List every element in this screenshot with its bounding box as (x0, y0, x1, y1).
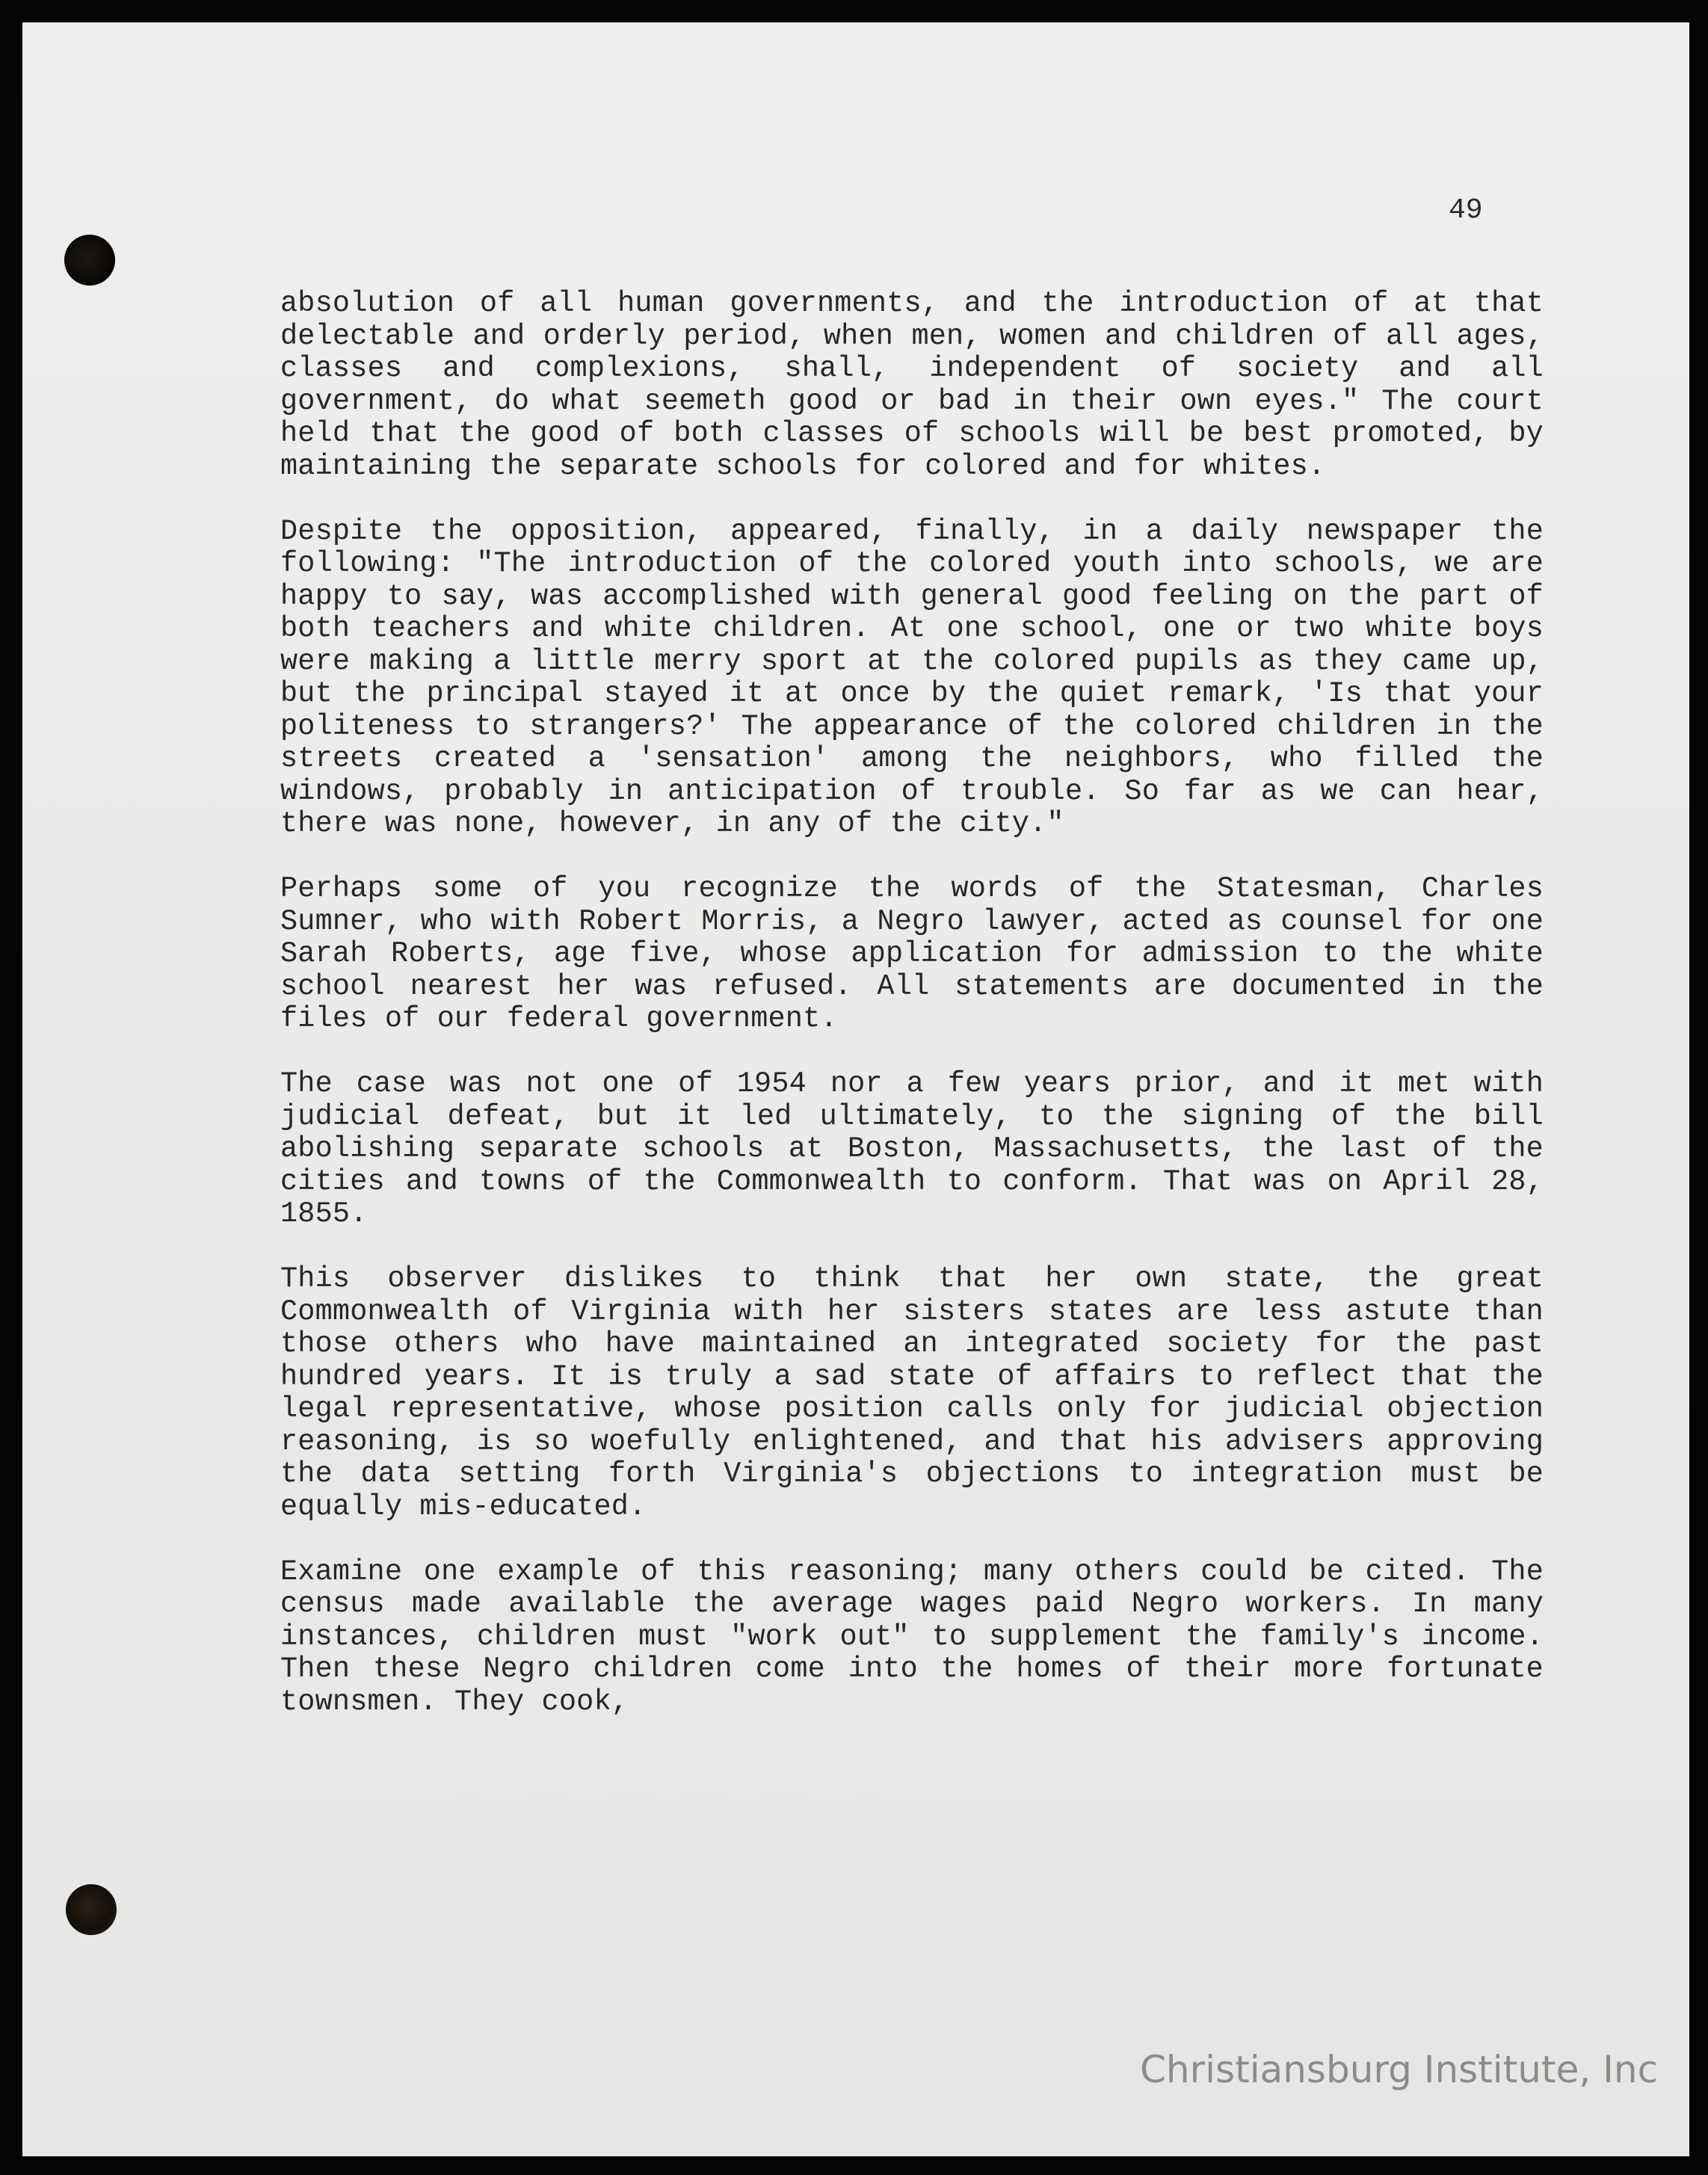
paragraph: The case was not one of 1954 nor a few years prior, and it met with judicial defeat, but it led ultimately, to the signing of the bill abolishing separate schools at Boston, Massachusetts, the last of the cities and towns of the Commonwealth to conform. That was on April 28, 1855. (280, 1067, 1544, 1230)
paragraph: Perhaps some of you recognize the words of the Statesman, Charles Sumner, who with Robert Morris, a Negro lawyer, acted as counsel for one Sarah Roberts, age five, whose application for admission to the white school nearest her was refused. All statements are documented in the files of our federal government. (280, 872, 1544, 1035)
paragraph: absolution of all human governments, and the introduction of at that delectable and orderly period, when men, women and children of all ages, classes and complexions, shall, independent of society and all government, do what seemeth good or bad in their own eyes." The court held that the good of both classes of schools will be best promoted, by maintaining the separate schools for colored and for whites. (280, 287, 1544, 483)
paragraph: Examine one example of this reasoning; many others could be cited. The census made available the average wages paid Negro workers. In many instances, children must "work out" to supplement the family's income. Then these Negro children come into the homes of their more fortunate townsmen. They cook, (280, 1555, 1544, 1718)
body-text (280, 288, 1544, 1751)
punch-hole-top (64, 235, 115, 286)
paragraph: This observer dislikes to think that her own state, the great Commonwealth of Virginia with her sisters states are less astute than those others who have maintained an integrated society for the past hundred years. It is truly a sad state of affairs to reflect that the legal representative, whose position calls only for judicial objection reasoning, is so woefully enlightened, and that his advisers approving the data setting forth Virginia's objections to integration must be equally mis-educated. (280, 1262, 1544, 1523)
document-page (22, 22, 1689, 2156)
watermark: Christiansburg Institute, Inc (1140, 2048, 1659, 2091)
page-number: 49 (1449, 194, 1483, 226)
paragraph: Despite the opposition, appeared, finally, in a daily newspaper the following: "The introduction of the colored youth into schools, we are happy to say, was accomplished with general good feeling on the part of both teachers and white children. At one school, one or two white boys were making a little merry sport at the colored pupils as they came up, but the principal stayed it at once by the quiet remark, 'Is that your politeness to strangers?' The appearance of the colored children in the streets created a 'sensation' among the neighbors, who filled the windows, probably in anticipation of trouble. So far as we can hear, there was none, however, in any of the city." (280, 514, 1544, 840)
punch-hole-bottom (66, 1884, 117, 1935)
